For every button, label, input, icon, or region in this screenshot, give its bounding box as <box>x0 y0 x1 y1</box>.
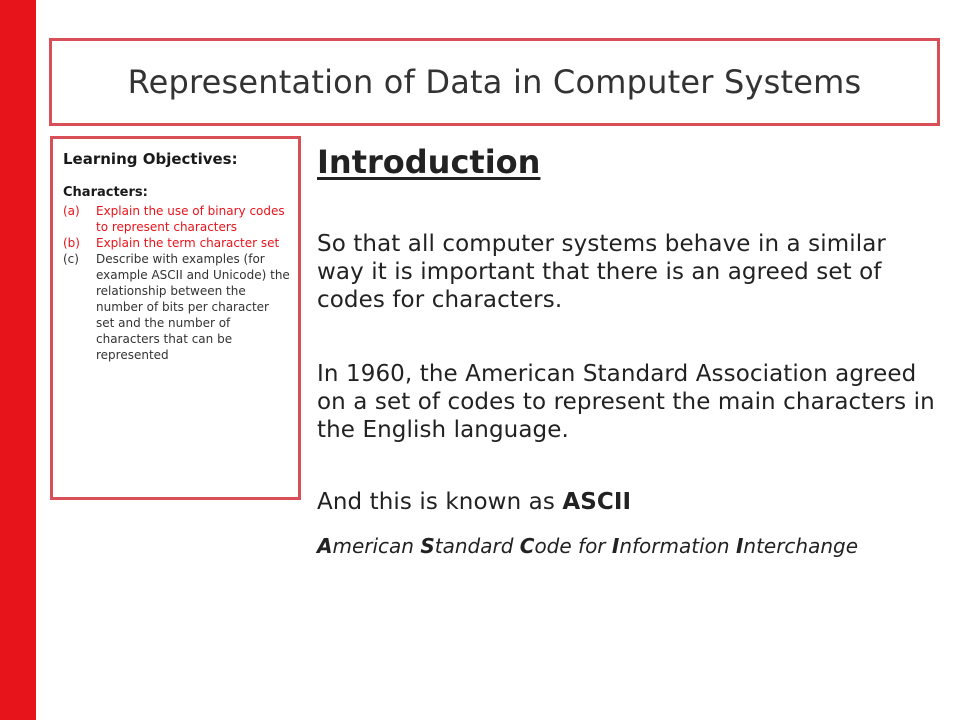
objective-item-b <box>63 235 290 251</box>
learning-objectives-box <box>50 136 301 500</box>
paragraph-3-prefix: And this is known as <box>317 489 563 515</box>
objective-text: Explain the term character set <box>96 236 280 250</box>
objective-marker: (b) <box>63 236 80 250</box>
objectives-list <box>63 203 290 363</box>
slide-title: Representation of Data in Computer Systems <box>127 63 862 101</box>
objectives-subheading: Characters: <box>63 185 148 200</box>
ascii-letter: S <box>420 534 435 558</box>
paragraph-3 <box>317 488 937 516</box>
ascii-expansion <box>317 534 937 558</box>
objective-text: Describe with examples (for example ASCII and Unicode) the relationship between the number of bits per character set and the number of characters that can be represented <box>96 252 290 362</box>
left-accent-bar <box>0 0 36 720</box>
ascii-word-rest: ode for <box>534 534 612 558</box>
ascii-term: ASCII <box>562 489 632 515</box>
ascii-word-rest: merican <box>332 534 421 558</box>
objective-marker: (c) <box>63 252 79 266</box>
ascii-word-rest: tandard <box>434 534 520 558</box>
ascii-letter: I <box>735 534 744 558</box>
objectives-heading: Learning Objectives: <box>63 150 238 168</box>
intro-heading: Introduction <box>317 143 541 181</box>
paragraph-2: In 1960, the American Standard Association agreed on a set of codes to represent the main characters in the English language. <box>317 361 935 443</box>
objective-text: Explain the use of binary codes to represent characters <box>96 204 285 234</box>
paragraph-1: So that all computer systems behave in a similar way it is important that there is an agreed set of codes for characters. <box>317 231 886 313</box>
objective-marker: (a) <box>63 204 80 218</box>
ascii-letter: A <box>317 534 333 558</box>
objective-item-a <box>63 203 290 235</box>
title-box <box>49 38 940 126</box>
objective-item-c <box>63 251 290 363</box>
ascii-word-rest: nterchange <box>743 534 859 558</box>
ascii-word-rest: nformation <box>619 534 736 558</box>
ascii-letter: I <box>611 534 620 558</box>
ascii-letter: C <box>519 534 535 558</box>
main-content <box>317 140 937 578</box>
